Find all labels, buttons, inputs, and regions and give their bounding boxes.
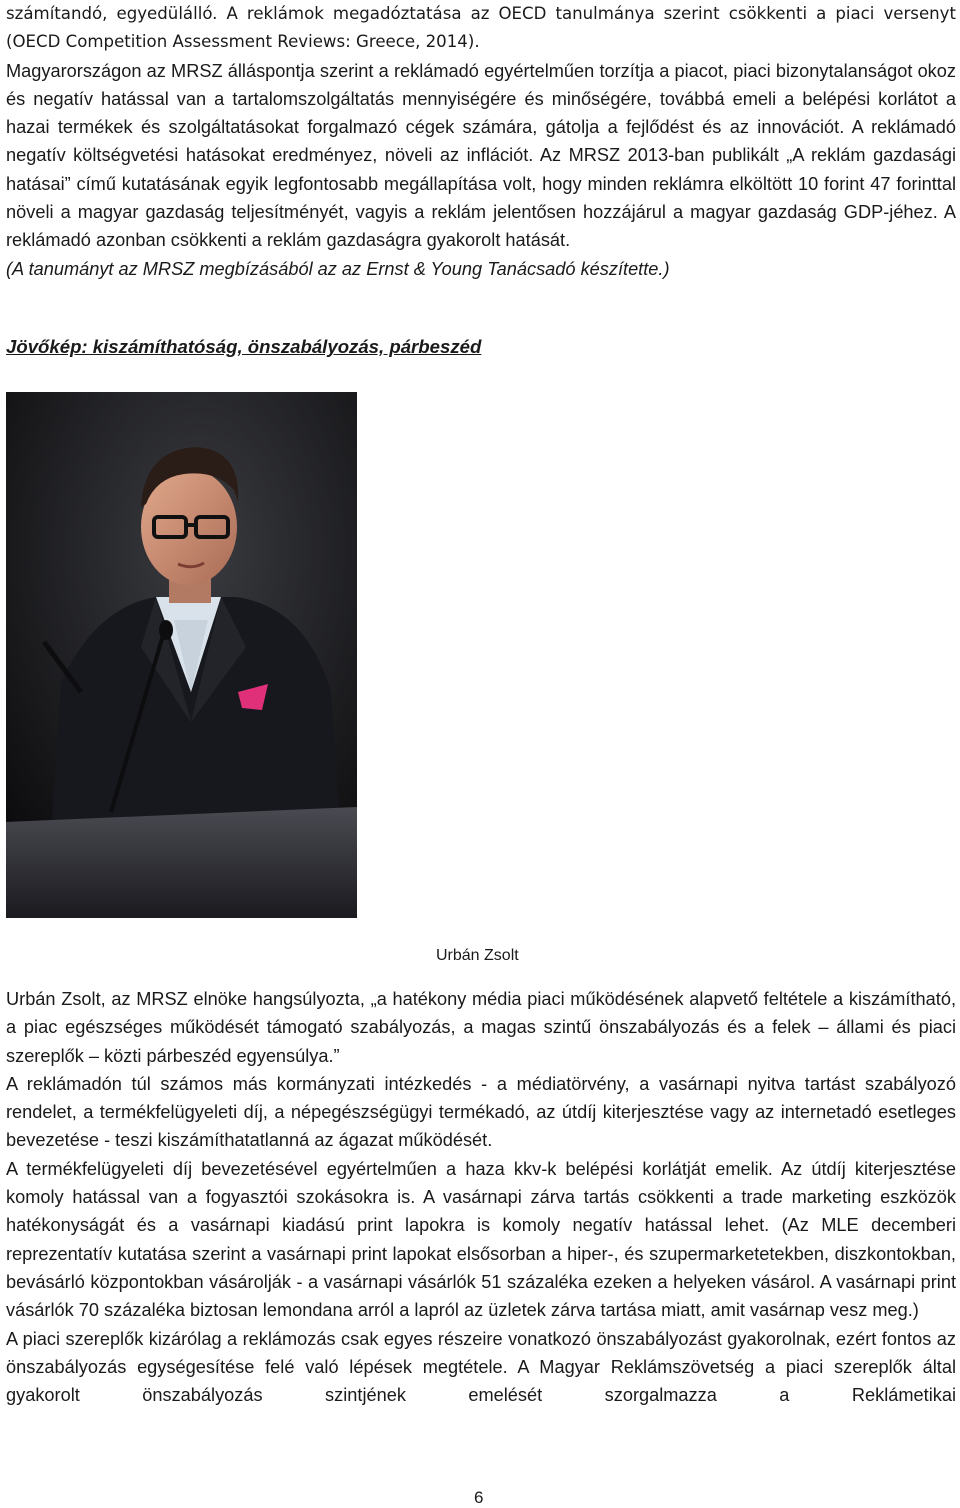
photo-caption: Urbán Zsolt xyxy=(436,947,519,964)
mrsz-position-paragraph: Magyarországon az MRSZ álláspontja szerint a reklámadó egyértelműen torzítja a piacot, piaci bizonytalanságot okoz és negatív hatással van a tartalomszolgáltatás mennyiségére és minőségére, továbbá emeli a belépési korlátot a hazai termékek és szolgáltatásokat forgalmazó cégek számára, gátolja a fejlődést és az innovációt. A reklámadó negatív költségvetési hatásokat eredményez, növeli az inflációt. Az MRSZ 2013-ban publikált „A reklám gazdasági hatásai” című kutatásának egyik legfontosabb megállapítása volt, hogy minden reklámra elköltött 10 forint 47 forinttal növeli a magyar gazdaság teljesítményét, vagyis a reklám jelentősen hozzájárul a magyar gazdaság GDP-jéhez. A reklámadó azonban csökkenti a reklám gazdaságra gyakorolt hatását. xyxy=(6,60,956,251)
main-body xyxy=(6,985,956,1409)
intro-paragraph: számítandó, egyedülálló. A reklámok megadóztatása az OECD tanulmánya szerint csökkenti a piaci versenyt (OECD Competition Assessment Reviews: Greece, 2014). xyxy=(6,4,956,52)
section-heading: Jövőkép: kiszámíthatóság, önszabályozás, párbeszéd xyxy=(6,336,482,357)
page-body xyxy=(6,0,956,283)
portrait-photo-illustration xyxy=(6,392,357,918)
paragraph-measures: A reklámadón túl számos más kormányzati intézkedés - a médiatörvény, a vasárnapi nyitva tartást szabályozó rendelet, a termékfelügyeleti díj, a népegészségügyi termékadó, az útdíj kiterjesztése vagy az internetadó esetleges bevezetése - teszi kiszámíthatatlanná az ágazat működését. xyxy=(6,1073,956,1151)
portrait-photo xyxy=(6,392,357,918)
study-note: (A tanumányt az MRSZ megbízásából az az Ernst & Young Tanácsadó készítette.) xyxy=(6,258,670,279)
paragraph-self-regulation: A piaci szereplők kizárólag a reklámozás csak egyes részeire vonatkozó önszabályozást gyakorolnak, ezért fontos az önszabályozás egységesítése felé való lépések megtétele. A Magyar Reklámszövetség a piaci szereplők által gyakorolt önszabályozás szintjének emelését szorgalmazza a Reklámetikai xyxy=(6,1328,956,1406)
page-number: 6 xyxy=(474,1488,484,1507)
paragraph-fees: A termékfelügyeleti díj bevezetésével egyértelműen a haza kkv-k belépési korlátját emelik. Az útdíj kiterjesztése komoly hatással van a fogyasztói szokásokra is. A vasárnapi zárva tartás csökkenti a trade marketing eszközök hatékonyságát és a vasárnapi kiadású print lapokra is komoly negatív hatással lehet. (Az MLE decemberi reprezentatív kutatása szerint a vasárnapi print lapokat elsősorban a hiper-, és szupermarketetekben, diszkontokban, bevásárló központokban vásárolják - a vasárnapi vásárlók 51 százaléka ezeken a helyeken vásárol. A vasárnapi print vásárlók 70 százaléka biztosan lemondana arról a lapról az üzletek zárva tartása miatt, amit vasárnap vesz meg.) xyxy=(6,1158,956,1321)
paragraph-quote: Urbán Zsolt, az MRSZ elnöke hangsúlyozta, „a hatékony média piaci működésének alapvető feltétele a kiszámítható, a piac egészséges működését támogató szabályozás, a magas szintű önszabályozás és a felek – állami és piaci szereplők – közti párbeszéd egyensúlya.” xyxy=(6,989,956,1066)
